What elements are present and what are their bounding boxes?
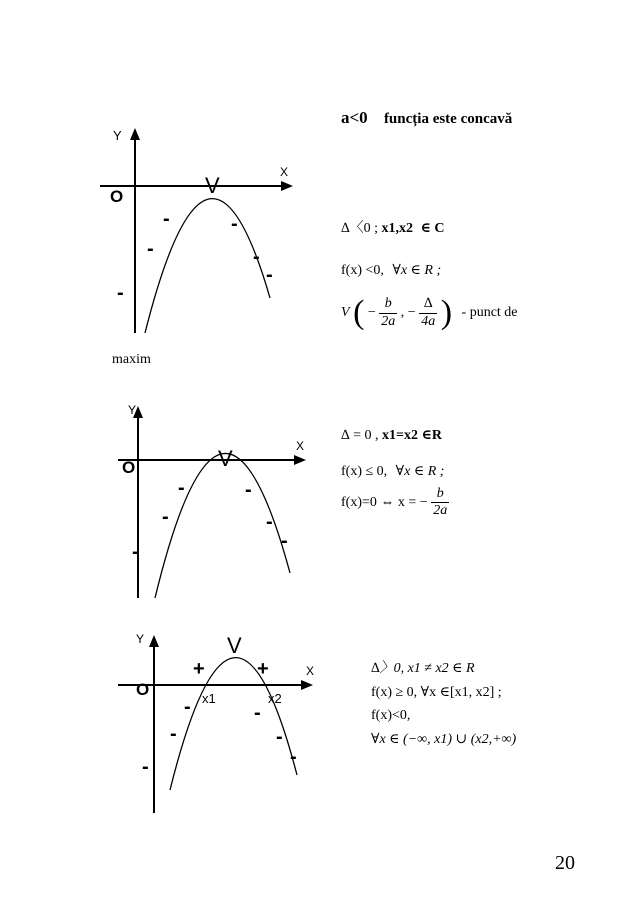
graph3-sign: - — [290, 746, 297, 768]
graph1-sign: - — [117, 282, 124, 304]
case2-delta-line: ∆ = 0 , x1=x2 ∈R — [341, 428, 442, 443]
graph3-x-arrow — [301, 680, 313, 690]
page-number: 20 — [555, 852, 575, 874]
graph2-sign: - — [162, 506, 169, 528]
graph3-y-arrow — [149, 635, 159, 647]
graph3-root1-label: x1 — [202, 691, 216, 706]
graph2-x-arrow — [294, 455, 306, 465]
graph1-sign: - — [266, 264, 273, 286]
case1-set: ∈ C — [420, 221, 445, 236]
case2-set: ∈R — [421, 428, 442, 443]
graph3-parabola — [170, 658, 297, 790]
vertex-symbol: V — [341, 305, 350, 321]
graph3-sign: - — [170, 723, 177, 745]
graph2-sign: - — [132, 541, 139, 563]
graph1-origin-label: O — [110, 187, 124, 206]
graph1-vertex-label: V — [205, 173, 220, 198]
graph3-origin-label: O — [136, 680, 150, 699]
case1-vertex-formula: V ( − $\frac{b}{2a}$ , − $\frac{\Delta}{4a}$ ) - punct de — [341, 294, 518, 331]
case3-negative-line: f(x)<0, — [371, 708, 411, 723]
graph2-sign: - — [281, 530, 288, 552]
graph2-y-label: Y — [128, 403, 137, 417]
graph2-origin-label: O — [122, 458, 136, 477]
graph3-sign: - — [254, 702, 261, 724]
case1-vertex-note: - punct de — [461, 305, 518, 321]
graph2-sign: - — [266, 511, 273, 533]
graph2-vertex-label: V — [218, 446, 233, 471]
graph3-vertex-label: V — [227, 633, 242, 658]
case2-sign-line: f(x) ≤ 0, ∀x ∈ R ; — [341, 464, 445, 479]
case3-positive-line: f(x) ≥ 0, ∀x ∈[x1, x2] ; — [371, 685, 502, 700]
header-condition: a<0 — [341, 108, 368, 127]
case3-interval-line: ∀x ∈ (−∞, x1) ∪ (x2,+∞) — [371, 732, 517, 747]
graph3-sign: - — [276, 726, 283, 748]
case2-zero-line: f(x)=0 ⇔ x = − $\frac{b}{2a}$ — [341, 486, 448, 519]
case1-sign-line: f(x) <0, ∀x ∈ R ; — [341, 263, 442, 278]
graph1-sign: - — [231, 213, 238, 235]
graph3-sign: - — [142, 756, 149, 778]
graph3-root2-label: x2 — [268, 691, 282, 706]
graph3-x-label: X — [306, 664, 315, 678]
graph-2 — [110, 398, 310, 608]
graph2-sign: - — [178, 477, 185, 499]
graph1-sign: - — [163, 208, 170, 230]
graph1-x-label: X — [280, 165, 289, 179]
graph1-y-arrow — [130, 128, 140, 140]
graph3-plus-sign: + — [193, 658, 205, 680]
graph1-sign: - — [147, 238, 154, 260]
case1-roots: x1,x2 — [381, 221, 413, 236]
graph1-y-label: Y — [113, 128, 122, 143]
header — [341, 108, 512, 128]
graph3-y-label: Y — [136, 632, 145, 646]
graph1-x-arrow — [281, 181, 293, 191]
case2-roots: x1=x2 — [381, 428, 418, 443]
graph-1 — [95, 118, 305, 343]
graph2-x-label: X — [296, 439, 305, 453]
header-description: funcția este concavă — [383, 111, 513, 127]
case1-delta-line: ∆〈0 ; x1,x2 ∈ C — [341, 221, 445, 236]
graph-3 — [110, 625, 325, 820]
graph1-sign: - — [253, 246, 260, 268]
case1-vertex-note-cont: maxim — [112, 352, 151, 367]
graph3-sign: - — [184, 696, 191, 718]
graph2-sign: - — [245, 479, 252, 501]
case3-delta-line: ∆〉0, x1 ≠ x2 ∈ R — [371, 661, 475, 676]
graph3-plus-sign: + — [257, 658, 269, 680]
